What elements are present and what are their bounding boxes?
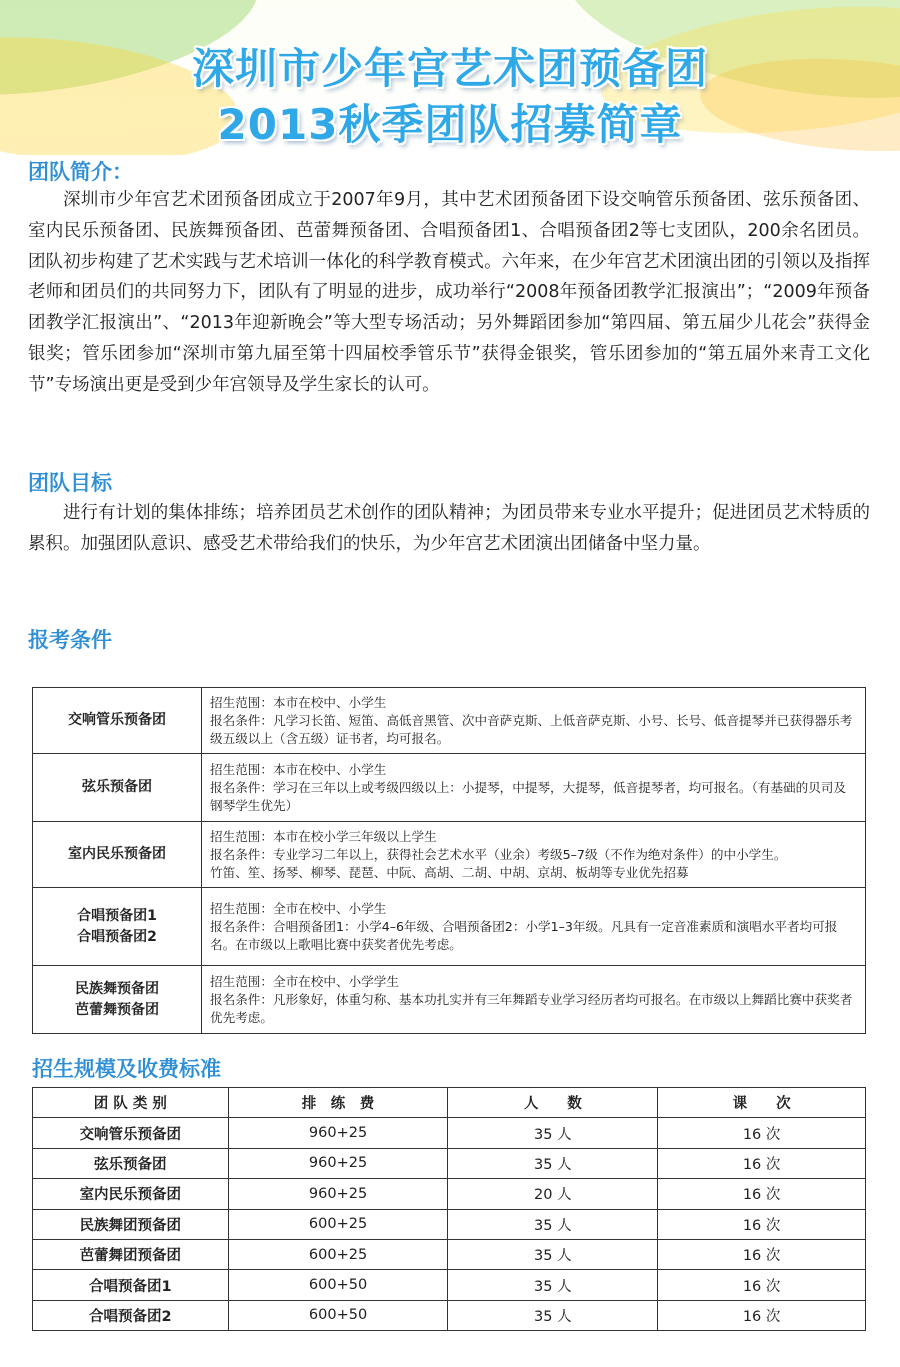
fees-row — [33, 1300, 866, 1330]
fees-value-cell: 960+25 — [228, 1179, 448, 1209]
fees-value-cell: 600+50 — [228, 1270, 448, 1300]
requirements-cell — [202, 688, 866, 754]
group-name-cell — [33, 888, 202, 966]
fees-value-cell: 35 人 — [448, 1239, 658, 1269]
fees-group-cell: 合唱预备团1 — [33, 1270, 229, 1300]
fees-value-cell: 35 人 — [448, 1209, 658, 1239]
fees-column-header: 人 数 — [448, 1088, 658, 1118]
fees-heading: 招生规模及收费标准 — [32, 1057, 221, 1081]
fees-value-cell: 960+25 — [228, 1148, 448, 1178]
conditions-row — [33, 822, 866, 888]
fees-row — [33, 1239, 866, 1269]
fees-value-cell: 20 人 — [448, 1179, 658, 1209]
fees-value-cell: 16 次 — [658, 1300, 866, 1330]
requirement-text: 招生范围：本市在校中、小学生 — [210, 761, 387, 777]
requirement-text: 竹笛、笙、扬琴、柳琴、琵琶、中阮、高胡、二胡、中胡、京胡、板胡等专业优先招募 — [210, 864, 689, 880]
group-name: 芭蕾舞预备团 — [75, 1001, 159, 1018]
requirements-cell — [202, 888, 866, 966]
requirements-cell — [202, 966, 866, 1034]
requirement-text: 报名条件：凡学习长笛、短笛、高低音黑管、次中音萨克斯、上低音萨克斯、小号、长号、低音提琴并已获得器乐考级五级以上（含五级）证书者，均可报名。 — [210, 712, 853, 746]
fees-group-cell: 室内民乐预备团 — [33, 1179, 229, 1209]
requirement-text: 报名条件：合唱预备团1：小学4–6年级、合唱预备团2：小学1–3年级。凡具有一定音准素质和演唱水平者均可报名。在市级以上歌唱比赛中获奖者优先考虑。 — [210, 918, 838, 952]
requirement-text: 报名条件：凡形象好，体重匀称、基本功扎实并有三年舞蹈专业学习经历者均可报名。在市级以上舞蹈比赛中获奖者优先考虑。 — [210, 991, 853, 1025]
fees-column-header: 课 次 — [658, 1088, 866, 1118]
conditions-row — [33, 888, 866, 966]
fees-row — [33, 1118, 866, 1148]
poster-title-line1: 深圳市少年宫艺术团预备团 — [191, 44, 708, 93]
group-name-cell — [33, 688, 202, 754]
group-name-cell — [33, 822, 202, 888]
fees-row — [33, 1148, 866, 1178]
conditions-row — [33, 966, 866, 1034]
poster-header — [0, 0, 900, 155]
goal-paragraph: 进行有计划的集体排练；培养团员艺术创作的团队精神；为团员带来专业水平提升；促进团员艺术特质的累积。加强团队意识、感受艺术带给我们的快乐，为少年宫艺术团演出团储备中坚力量。 — [28, 503, 870, 554]
group-name-cell — [33, 754, 202, 822]
requirement-text: 招生范围：全市在校中、小学生 — [210, 900, 387, 916]
fees-group-cell: 合唱预备团2 — [33, 1300, 229, 1330]
fees-table — [32, 1087, 866, 1331]
requirements-cell — [202, 822, 866, 888]
fees-group-cell: 民族舞团预备团 — [33, 1209, 229, 1239]
fees-value-cell: 600+25 — [228, 1239, 448, 1269]
fees-value-cell: 35 人 — [448, 1300, 658, 1330]
conditions-row — [33, 688, 866, 754]
fees-row — [33, 1179, 866, 1209]
fees-value-cell: 35 人 — [448, 1118, 658, 1148]
fees-value-cell: 600+25 — [228, 1209, 448, 1239]
requirement-text: 报名条件：专业学习二年以上，获得社会艺术水平（业余）考级5–7级（不作为绝对条件）的中小学生。 — [210, 846, 787, 862]
requirements-cell — [202, 754, 866, 822]
fees-value-cell: 16 次 — [658, 1148, 866, 1178]
group-name: 合唱预备团1 — [77, 907, 157, 924]
group-name: 合唱预备团2 — [77, 928, 157, 945]
intro-paragraph: 深圳市少年宫艺术团预备团成立于2007年9月，其中艺术团预备团下设交响管乐预备团、弦乐预备团、室内民乐预备团、民族舞预备团、芭蕾舞预备团、合唱预备团1、合唱预备团2等七支团队，200余名团员。团队初步构建了艺术实践与艺术培训一体化的科学教育模式。六年来，在少年宫艺术团演出团的引领以及指挥老师和团员们的共同努力下，团队有了明显的进步，成功举行“2008年预备团教学汇报演出”；“2009年预备团教学汇报演出”、“2013年迎新晚会”等大型专场活动；另外舞蹈团参加“第四届、第五届少儿花会”获得金银奖；管乐团参加“深圳市第九届至第十四届校季管乐节”获得金银奖，管乐团参加的“第五届外来青工文化节”专场演出更是受到少年宫领导及学生家长的认可。 — [28, 190, 870, 395]
conditions-table — [32, 687, 866, 1034]
group-name: 交响管乐预备团 — [68, 712, 166, 728]
fees-column-header: 团 队 类 别 — [33, 1088, 229, 1118]
fees-group-cell: 交响管乐预备团 — [33, 1118, 229, 1148]
requirement-text: 报名条件：学习在三年以上或考级四级以上：小提琴，中提琴，大提琴，低音提琴者，均可报名。（有基础的贝司及钢琴学生优先） — [210, 779, 846, 813]
fees-value-cell: 35 人 — [448, 1270, 658, 1300]
fees-value-cell: 16 次 — [658, 1179, 866, 1209]
fees-value-cell: 16 次 — [658, 1118, 866, 1148]
intro-heading: 团队简介： — [28, 160, 133, 184]
fees-value-cell: 35 人 — [448, 1148, 658, 1178]
fees-column-header: 排 练 费 — [228, 1088, 448, 1118]
group-name: 弦乐预备团 — [82, 779, 152, 795]
fees-value-cell: 600+50 — [228, 1300, 448, 1330]
goal-heading: 团队目标 — [28, 471, 112, 495]
fees-row — [33, 1209, 866, 1239]
fees-value-cell: 960+25 — [228, 1118, 448, 1148]
conditions-row — [33, 754, 866, 822]
fees-row — [33, 1270, 866, 1300]
group-name: 民族舞预备团 — [75, 980, 159, 997]
fees-value-cell: 16 次 — [658, 1209, 866, 1239]
fees-group-cell: 芭蕾舞团预备团 — [33, 1239, 229, 1269]
conditions-heading: 报考条件 — [28, 628, 112, 652]
group-name: 室内民乐预备团 — [68, 846, 166, 862]
fees-group-cell: 弦乐预备团 — [33, 1148, 229, 1178]
fees-value-cell: 16 次 — [658, 1270, 866, 1300]
fees-value-cell: 16 次 — [658, 1239, 866, 1269]
poster-title-line2: 2013秋季团队招募简章 — [217, 100, 683, 149]
requirement-text: 招生范围：本市在校中、小学生 — [210, 694, 387, 710]
group-name-cell — [33, 966, 202, 1034]
requirement-text: 招生范围：全市在校中、小学学生 — [210, 973, 399, 989]
requirement-text: 招生范围：本市在校小学三年级以上学生 — [210, 828, 437, 844]
